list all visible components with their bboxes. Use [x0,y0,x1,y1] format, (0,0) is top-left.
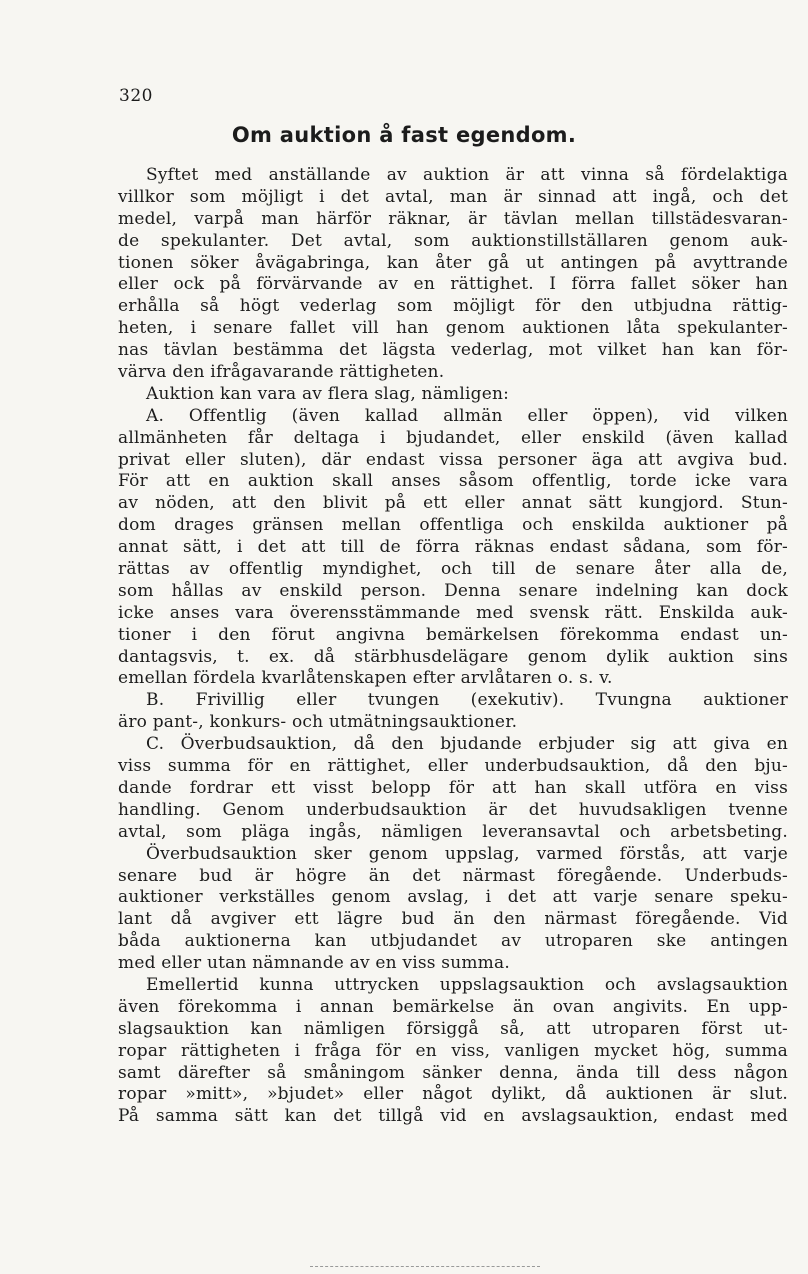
page-title: Om auktion å fast egendom. [231,123,577,147]
text-line: ropar »mitt», »bjudet» eller något dylikt, då auktionen är slut. [118,1084,788,1105]
page-number: 320 [119,86,153,106]
text-line: medel, varpå man härför räknar, är tävlan mellan tillstädesvaran- [118,208,788,229]
text-line: dom drages gränsen mellan offentliga och enskilda auktioner på [118,515,788,536]
text-line: Överbudsauktion sker genom uppslag, varmed förstås, att varje [146,843,788,864]
text-line: som hållas av enskild person. Denna senare indelning kan dock [118,580,788,601]
text-line: För att en auktion skall anses såsom offentlig, torde icke vara [118,471,788,492]
text-line: viss summa för en rättighet, eller underbudsauktion, då den bju- [118,756,788,777]
text-line: båda auktionerna kan utbjudandet av utroparen ske antingen [118,931,788,952]
text-line: emellan fördela kvarlåtenskapen efter arvlåtaren o. s. v. [118,668,613,689]
text-line: B. Frivillig eller tvungen (exekutiv). Tvungna auktioner [146,690,788,711]
text-line: allmänheten får deltaga i bjudandet, eller enskild (även kallad [118,427,788,448]
text-line: heten, i senare fallet vill han genom auktionen låta spekulanter- [118,318,788,339]
text-line: samt därefter så småningom sänker denna, ända till dess någon [118,1062,788,1083]
text-line: av nöden, att den blivit på ett eller annat sätt kungjord. Stun- [118,493,788,514]
text-line: auktioner verkställes genom avslag, i det att varje senare speku- [118,887,788,908]
body-text [118,165,788,1128]
text-line: tionen söker åvägabringa, kan åter gå ut antingen på avyttrande [118,252,788,273]
text-line: lant då avgiver ett lägre bud än den närmast föregående. Vid [118,909,788,930]
text-line: villkor som möjligt i det avtal, man är sinnad att ingå, och det [118,186,788,207]
text-line: värva den ifrågavarande rättigheten. [118,362,445,383]
text-line: de spekulanter. Det avtal, som auktionstillställaren genom auk- [118,230,788,251]
text-line: även förekomma i annan bemärkelse än ovan angivits. En upp- [118,996,788,1017]
text-line: icke anses vara överensstämmande med svensk rätt. Enskilda auk- [118,602,788,623]
text-line: senare bud är högre än det närmast föregående. Underbuds- [118,865,788,886]
text-line: slagsauktion kan nämligen försiggå så, att utroparen först ut- [118,1018,788,1039]
text-line: nas tävlan bestämma det lägsta vederlag, mot vilket han kan för- [118,340,788,361]
page-bottom-rule [310,1266,540,1267]
text-line: På samma sätt kan det tillgå vid en avslagsauktion, endast med [118,1106,788,1127]
text-line: med eller utan nämnande av en viss summa. [118,953,510,974]
text-line: rättas av offentlig myndighet, och till de senare åter alla de, [118,559,788,580]
text-line: annat sätt, i det att till de förra räknas endast sådana, som för- [118,537,788,558]
text-line: eller ock på förvärvande av en rättighet. I förra fallet söker han [118,274,788,295]
text-line: Emellertid kunna uttrycken uppslagsauktion och avslagsauktion [146,974,788,995]
text-line: C. Överbudsauktion, då den bjudande erbjuder sig att giva en [146,734,788,755]
text-line: erhålla så högt vederlag som möjligt för den utbjudna rättig- [118,296,788,317]
text-line: äro pant-, konkurs- och utmätningsauktioner. [118,712,518,733]
text-line: dande fordrar ett visst belopp för att han skall utföra en viss [118,777,788,798]
text-line: ropar rättigheten i fråga för en viss, vanligen mycket hög, summa [118,1040,788,1061]
text-line: dantagsvis, t. ex. då stärbhusdelägare genom dylik auktion sins [118,646,788,667]
text-line: tioner i den förut angivna bemärkelsen förekomma endast un- [118,624,788,645]
text-line: avtal, som pläga ingås, nämligen leveransavtal och arbetsbeting. [118,821,788,842]
text-line: Syftet med anställande av auktion är att vinna så fördelaktiga [146,165,788,185]
text-line: handling. Genom underbudsauktion är det huvudsakligen tvenne [118,799,788,820]
text-line: privat eller sluten), där endast vissa personer äga att avgiva bud. [118,449,788,470]
text-line: Auktion kan vara av flera slag, nämligen: [146,383,510,404]
text-line: A. Offentlig (även kallad allmän eller öppen), vid vilken [146,405,788,426]
